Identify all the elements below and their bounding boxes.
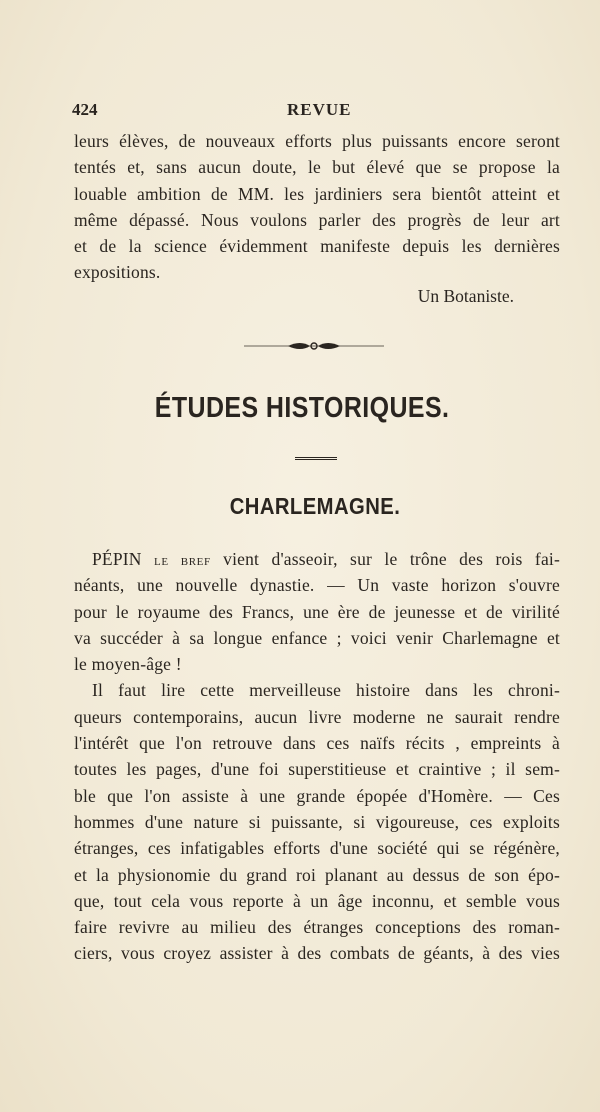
text-line: pour le royaume des Francs, une ère de jeunesse et de virilité	[74, 601, 560, 622]
text-line: étranges, ces infatigables efforts d'une société qui se régénère,	[74, 838, 560, 859]
text-line: louable ambition de MM. les jardiniers sera bientôt atteint et	[74, 183, 560, 204]
page-header	[72, 100, 562, 122]
text-line: et de la science évidemment manifeste depuis les dernières	[74, 236, 560, 257]
text-line: Il faut lire cette merveilleuse histoire dans les chroni-	[92, 680, 560, 701]
section-title: ÉTUDES HISTORIQUES.	[154, 392, 450, 424]
text-line: ciers, vous croyez assister à des combats de géants, à des vies	[74, 943, 560, 964]
author-signature: Un Botaniste.	[417, 286, 514, 306]
text-line: va succéder à sa longue enfance ; voici venir Charlemagne et	[74, 627, 560, 648]
article-body	[74, 546, 560, 967]
text-fragment: vient d'asseoir, sur le trône des rois fai-	[223, 549, 561, 569]
text-line	[74, 546, 560, 572]
short-rule-divider	[295, 456, 337, 461]
text-line: leurs élèves, de nouveaux efforts plus puissants encore seront	[74, 131, 560, 151]
small-caps-text: le bref	[154, 553, 211, 569]
text-line: le moyen-âge !	[74, 654, 182, 675]
article-title: CHARLEMAGNE.	[229, 493, 401, 519]
text-line: faire revivre au milieu des étranges conceptions des roman-	[74, 917, 560, 938]
text-line: l'intérêt que l'on retrouve dans ces naïfs récits , empreints à	[74, 733, 560, 754]
text-line: même dépassé. Nous voulons parler des progrès de leur art	[74, 209, 560, 230]
running-head: REVUE	[287, 100, 352, 119]
text-line: expositions.	[74, 262, 161, 283]
ornamental-divider	[244, 339, 384, 353]
drop-word: PÉPIN	[92, 549, 142, 569]
text-line: tentés et, sans aucun doute, le but élevé que se propose la	[74, 157, 560, 178]
text-line: toutes les pages, d'une foi superstitieuse et craintive ; il sem-	[74, 759, 560, 780]
text-line: ble que l'on assiste à une grande épopée d'Homère. — Ces	[74, 785, 560, 806]
text-line: néants, une nouvelle dynastie. — Un vaste horizon s'ouvre	[74, 575, 560, 596]
text-line: que, tout cela vous reporte à un âge inconnu, et semble vous	[74, 890, 560, 911]
text-line: et la physionomie du grand roi planant au dessus de son épo-	[74, 864, 560, 885]
page-number: 424	[72, 100, 98, 119]
text-line: queurs contemporains, aucun livre moderne ne saurait rendre	[74, 706, 560, 727]
closing-paragraph	[74, 128, 560, 286]
text-line: hommes d'une nature si puissante, si vigoureuse, ces exploits	[74, 811, 560, 832]
